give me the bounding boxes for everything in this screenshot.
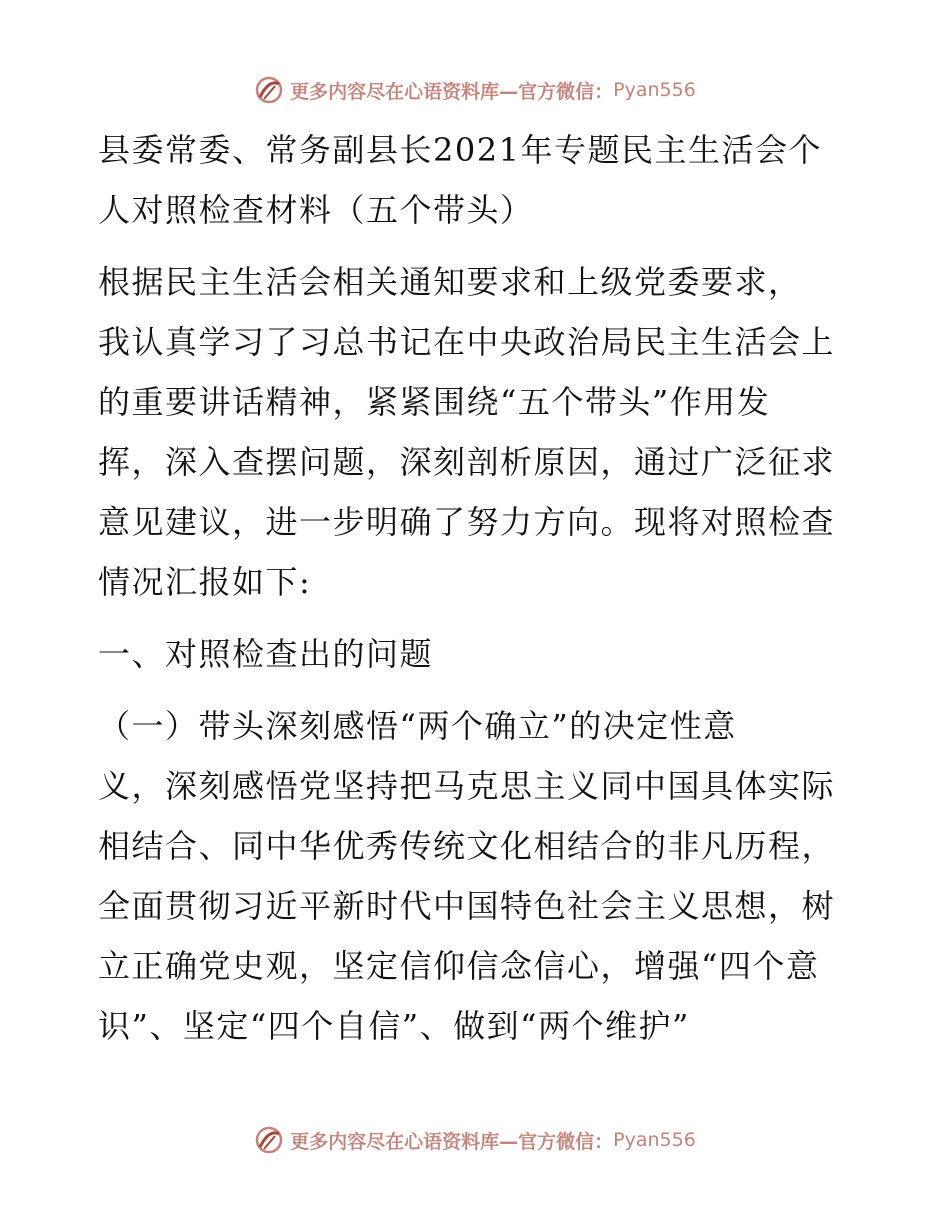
subsection-paragraph-line: 识”、坚定“四个自信”、做到“两个维护” [98, 1007, 690, 1045]
document-title-line: 人对照检查材料（五个带头） [98, 191, 534, 229]
subsection-paragraph-line: 义，深刻感悟党坚持把马克思主义同中国具体实际 [98, 767, 836, 805]
intro-paragraph-line: 挥，深入查摆问题，深刻剖析原因，通过广泛征求 [98, 443, 836, 481]
section-heading: 一、对照检查出的问题 [98, 635, 434, 673]
header-watermark [0, 70, 950, 110]
footer-watermark [0, 1120, 950, 1160]
intro-paragraph-line: 根据民主生活会相关通知要求和上级党委要求， [98, 263, 802, 301]
intro-paragraph-line: 我认真学习了习总书记在中央政治局民主生活会上 [98, 323, 836, 361]
document-title-line: 县委常委、常务副县长2021年专题民主生活会个 [98, 131, 822, 169]
subsection-paragraph-line: 全面贯彻习近平新时代中国特色社会主义思想，树 [98, 887, 836, 925]
watermark-text: 更多内容尽在心语资料库—官方微信： [290, 80, 614, 103]
watermark-wechat-id: Pyan556 [613, 1129, 696, 1151]
intro-paragraph-line: 的重要讲话精神，紧紧围绕“五个带头”作用发 [98, 383, 771, 421]
intro-paragraph-line: 情况汇报如下: [98, 563, 312, 601]
intro-paragraph-line: 意见建议，进一步明确了努力方向。现将对照检查 [98, 503, 836, 541]
subsection-paragraph-line: 立正确党史观，坚定信仰信念信心，增强“四个意 [98, 947, 820, 985]
pen-swirl-logo-icon [254, 75, 284, 105]
document-body [98, 120, 858, 1056]
watermark-wechat-id: Pyan556 [613, 79, 696, 101]
subsection-paragraph-line: 相结合、同中华优秀传统文化相结合的非凡历程， [98, 827, 836, 865]
subsection-paragraph-line: （一）带头深刻感悟“两个确立”的决定性意 [98, 707, 737, 745]
pen-swirl-logo-icon [254, 1125, 284, 1155]
watermark-text: 更多内容尽在心语资料库—官方微信： [290, 1130, 614, 1153]
